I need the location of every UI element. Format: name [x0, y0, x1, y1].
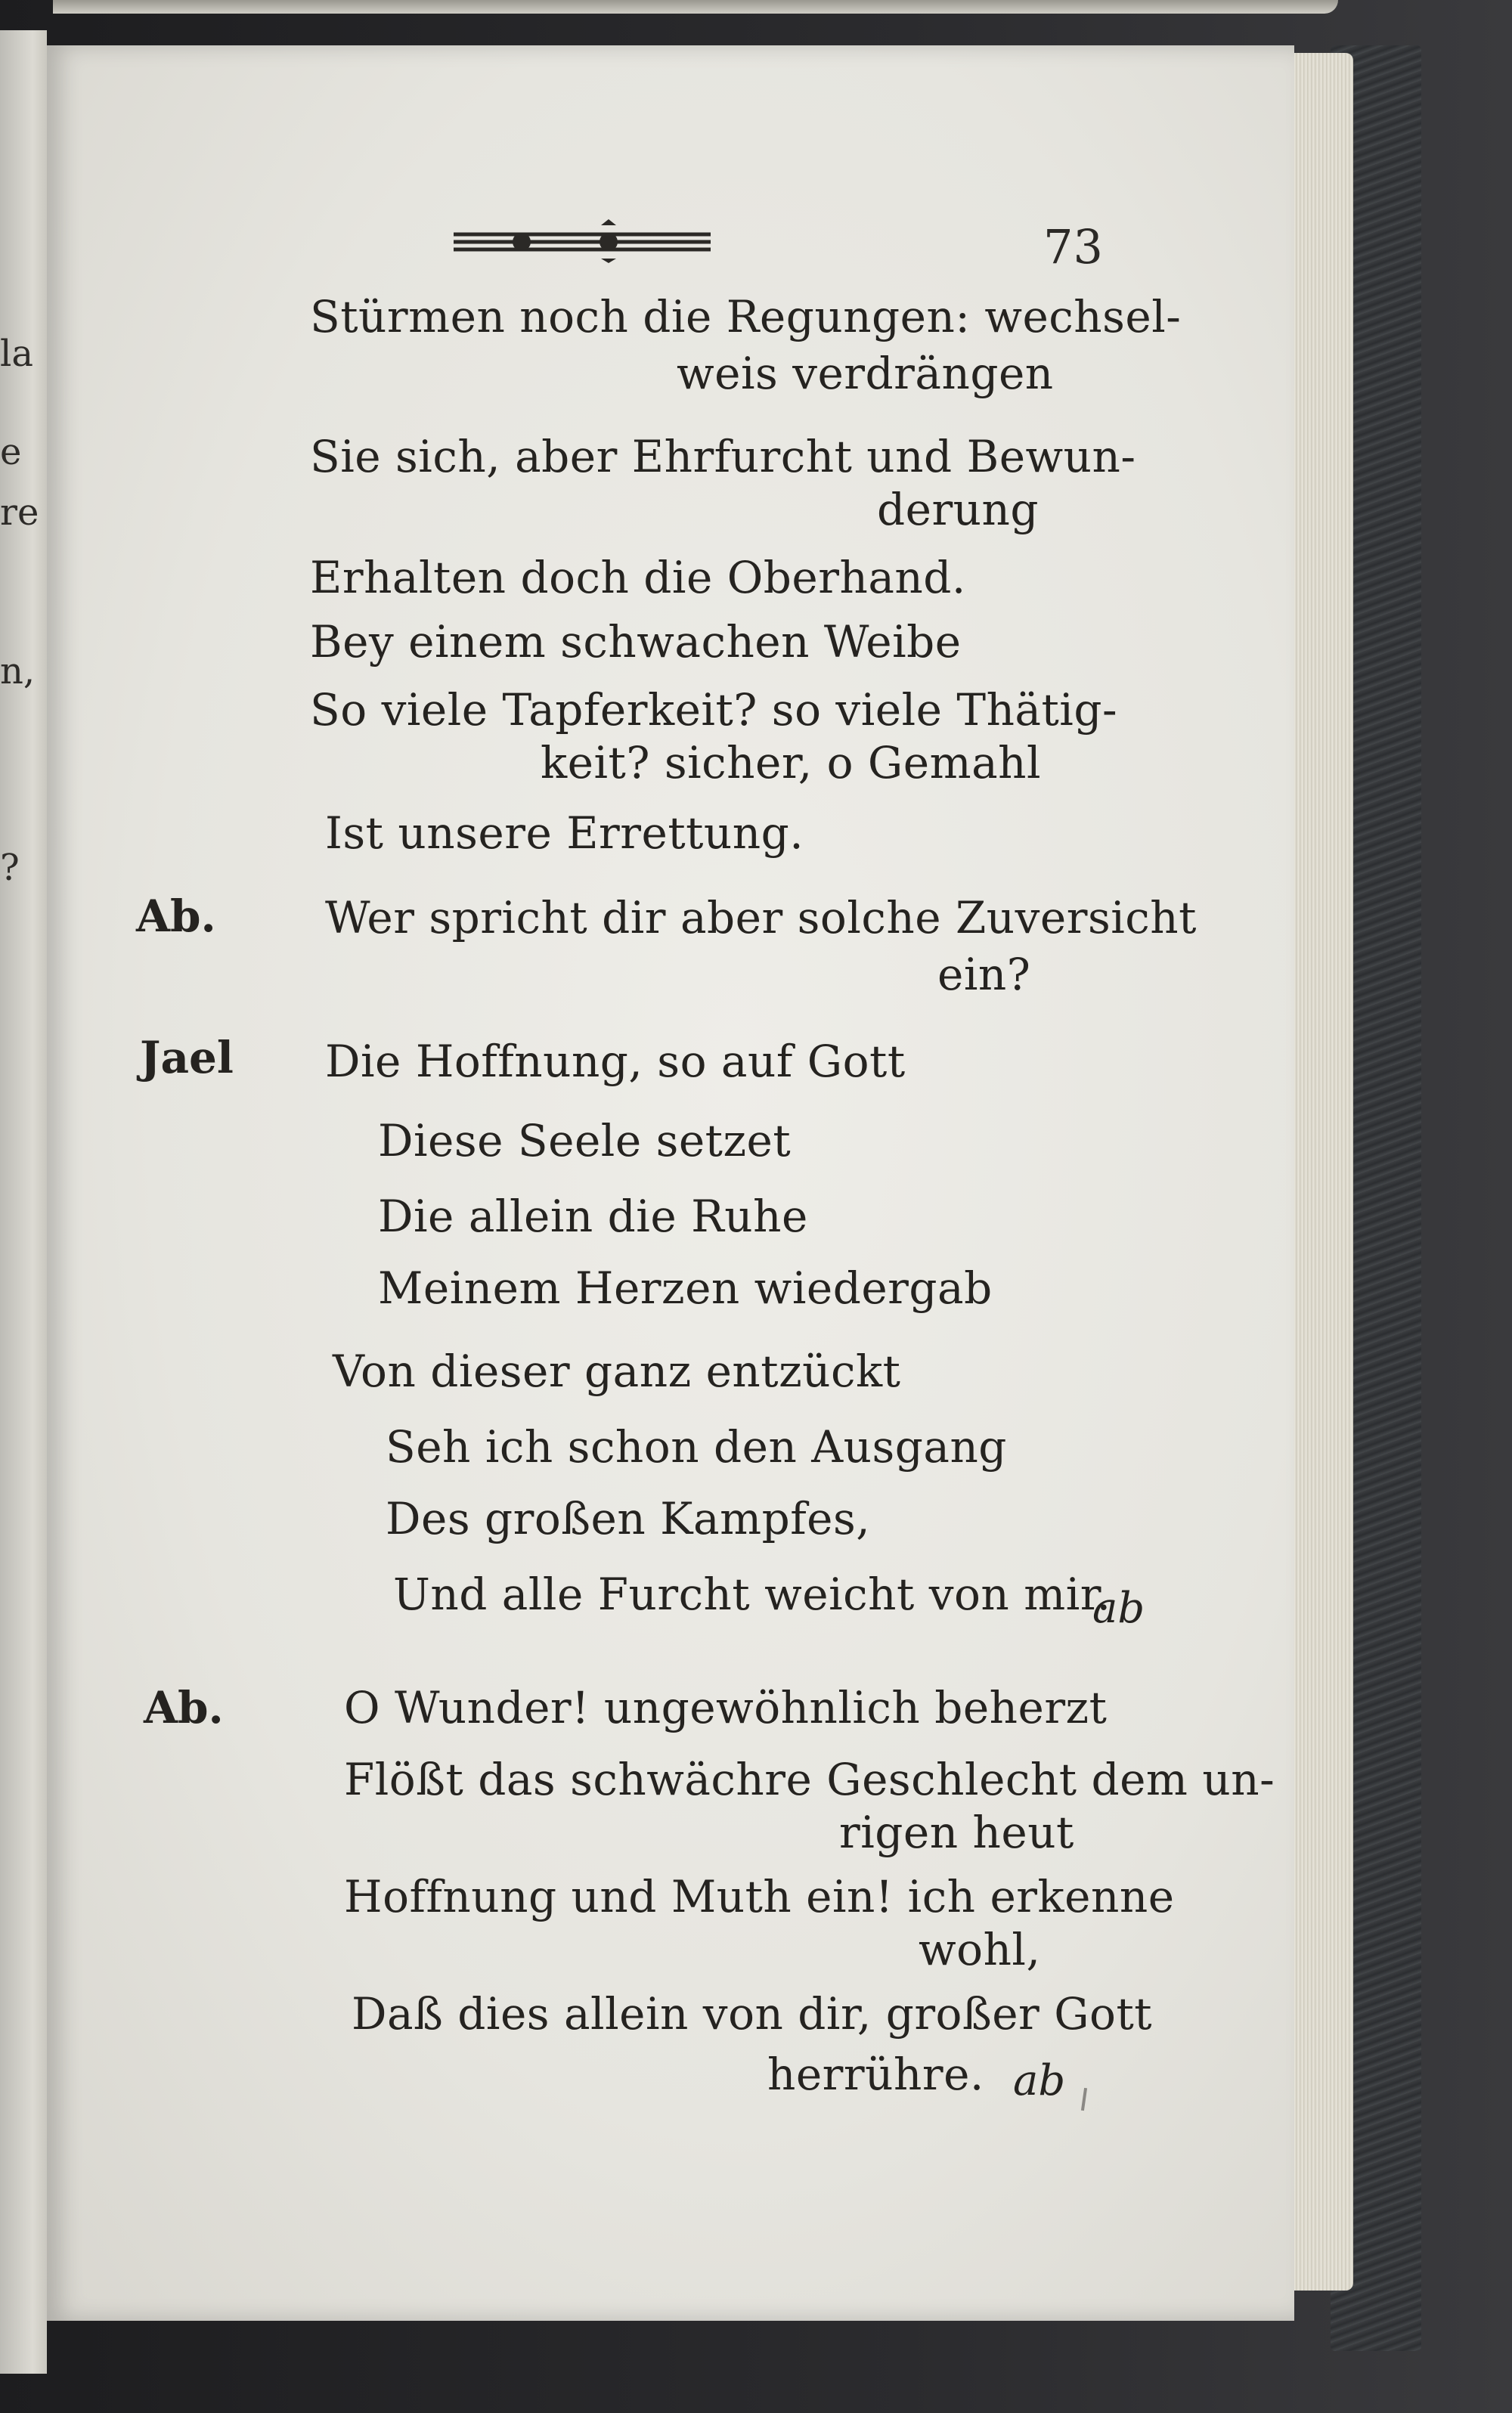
verse-continuation: wohl, [919, 1924, 1041, 1975]
verse-line: Bey einem schwachen Weibe [310, 616, 962, 668]
verse-continuation: keit? sicher, o Gemahl [541, 737, 1042, 788]
verse-line: Meinem Herzen wiedergab [378, 1262, 993, 1314]
verse-line: Hoffnung und Muth ein! ich erkenne [344, 1871, 1175, 1922]
stage-direction: ab [1013, 2056, 1066, 2105]
left-fragment: ? [0, 847, 20, 889]
verse-line: Seh ich schon den Ausgang [386, 1421, 1007, 1473]
left-fragment: re [0, 491, 39, 534]
verse-line: Sie sich, aber Ehrfurcht und Bewun- [310, 431, 1136, 482]
verse-line: Wer spricht dir aber solche Zuversicht [325, 892, 1197, 943]
book-page [47, 45, 1294, 2321]
verse-line: So viele Tapferkeit? so viele Thätig- [310, 684, 1118, 736]
verse-line: Die allein die Ruhe [378, 1191, 808, 1242]
previous-page-sliver [0, 30, 47, 2374]
speaker-label: Jael [140, 1032, 234, 1083]
verse-line: Die Hoffnung, so auf Gott [325, 1036, 906, 1087]
left-fragment: n, [0, 650, 36, 692]
printers-ornament-icon [454, 219, 711, 263]
verse-continuation: herrühre. [767, 2049, 984, 2100]
verse-line: Ist unsere Errettung. [325, 807, 804, 859]
verse-line: O Wunder! ungewöhnlich beherzt [344, 1682, 1108, 1733]
left-fragment: e [0, 431, 22, 473]
verse-continuation: rigen heut [839, 1807, 1074, 1858]
verse-continuation: ein? [937, 949, 1031, 1000]
speaker-label: Ab. [144, 1682, 224, 1733]
left-fragment: la [0, 333, 33, 375]
verse-line: Und alle Furcht weicht von mir. [393, 1569, 1111, 1620]
verse-line: Stürmen noch die Regungen: wechsel- [310, 291, 1182, 342]
verse-line: Von dieser ganz entzückt [333, 1346, 901, 1397]
verse-continuation: weis verdrängen [677, 348, 1054, 399]
speaker-label: Ab. [136, 891, 216, 942]
verse-line: Diese Seele setzet [378, 1115, 792, 1166]
verse-line: Erhalten doch die Oberhand. [310, 552, 966, 603]
verse-continuation: derung [877, 484, 1040, 535]
verse-line: Flößt das schwächre Geschlecht dem un- [344, 1754, 1275, 1805]
top-page-edge [53, 0, 1338, 14]
page-number: 73 [1043, 219, 1103, 274]
stage-direction: ab [1092, 1584, 1145, 1633]
verse-line: Des großen Kampfes, [386, 1493, 871, 1544]
verse-line: Daß dies allein von dir, großer Gott [352, 1988, 1153, 2040]
